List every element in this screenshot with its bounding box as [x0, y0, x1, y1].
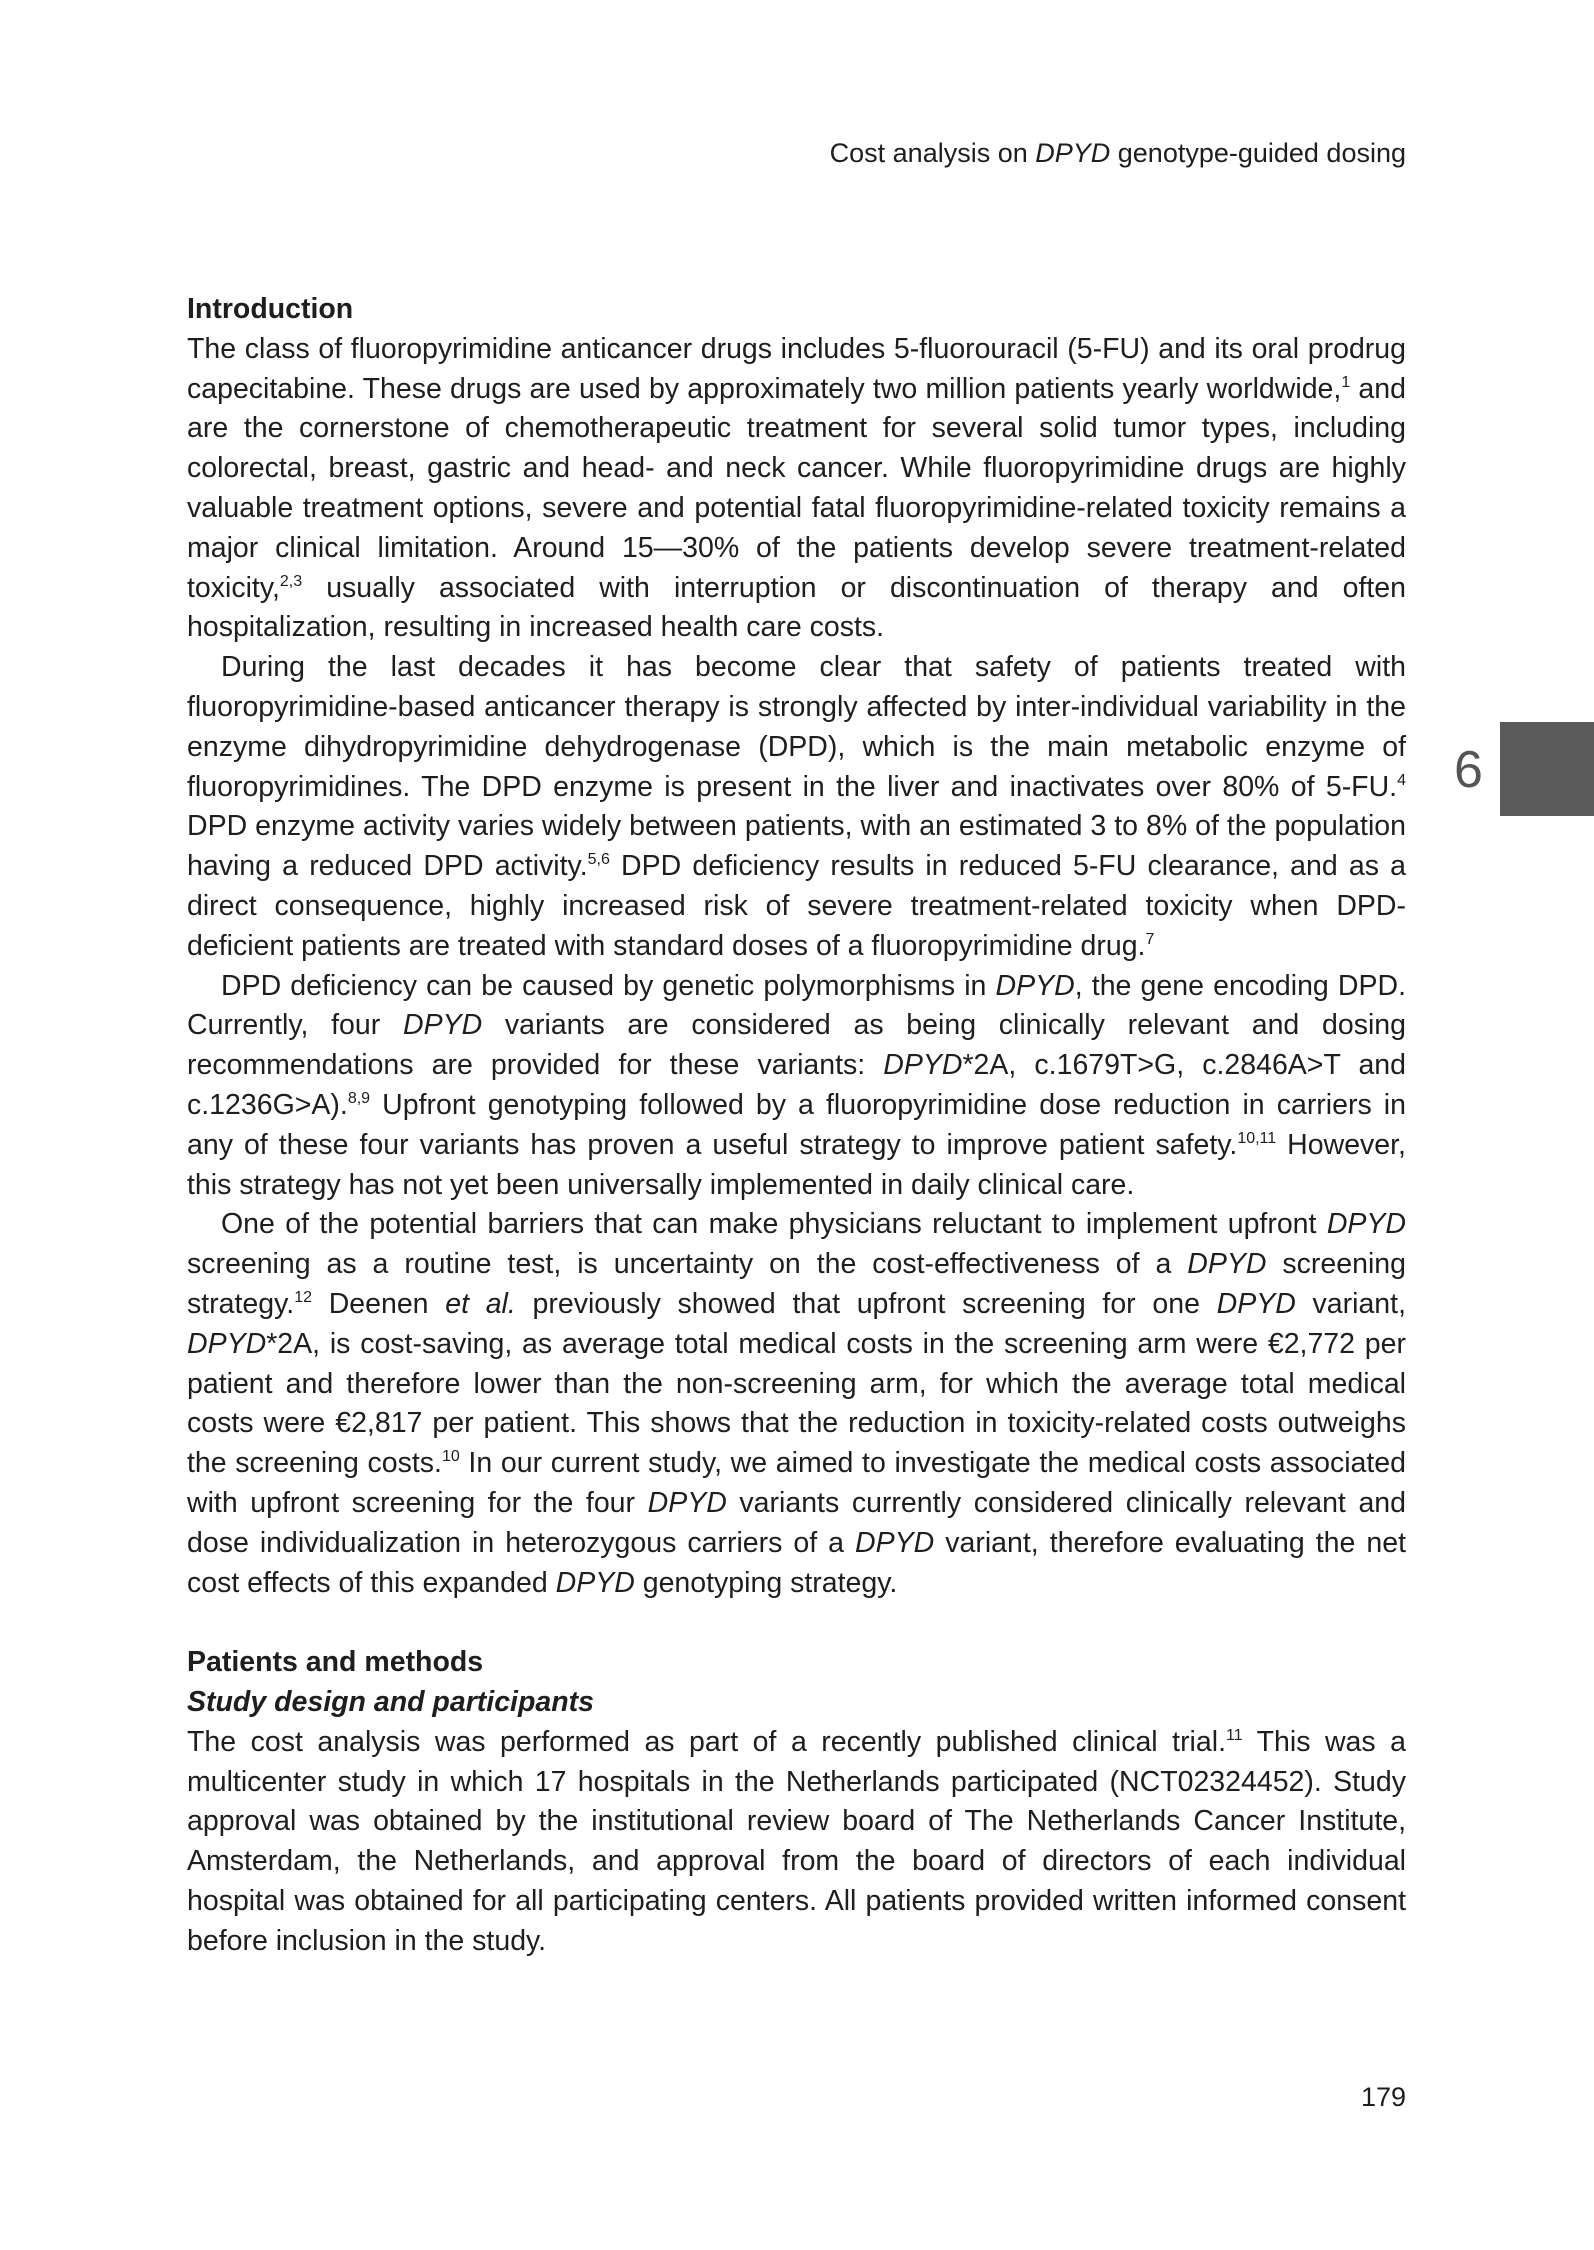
page-number: 179 — [1360, 2082, 1406, 2112]
gene-name: DPYD — [402, 1009, 483, 1042]
gene-name: DPYD — [1187, 1248, 1267, 1281]
chapter-tab-marker — [1500, 722, 1594, 816]
gene-name: DPYD — [855, 1526, 935, 1559]
gene-name: DPYD — [995, 969, 1075, 1002]
methods-paragraph-1: The cost analysis was performed as part of a recently published clinical trial.$^{11}$ This was a multicenter study in which 17 hospitals in the Netherlands participated (NCT02324452). Study approval was obtained by the institutional review board of The Netherlands Cancer Institute, Amsterdam, the Netherlands, and approval from the board of directors of each individual hospital was obtained for all participating centers. All patients provided written informed consent before inclusion in the study. — [187, 1725, 1406, 1957]
intro-paragraph-4: One of the potential barriers that can make physicians reluctant to implement upfront DPYD screening as a routine test, is uncertainty on the cost-effectiveness of a DPYD screening strategy.$^{12}$ Deenen et al. previously showed that upfront screening for one DPYD variant, DPYD*2A, is cost-saving, as average total medical costs in the screening arm were €2,772 per patient and therefore lower than the non-screening arm, for which the average total medical costs were €2,817 per patient. This shows that the reduction in toxicity-related costs outweighs the screening costs.$^{10}$ In our current study, we aimed to investigate the medical costs associated with upfront screening for the four DPYD variants currently considered clinically relevant and dose individualization in heterozygous carriers of a DPYD variant, therefore evaluating the net cost effects of this expanded DPYD genotyping strategy. — [187, 1208, 1407, 1599]
citation: 4 — [1397, 771, 1406, 789]
running-header-suffix: genotype-guided dosing — [1110, 138, 1406, 168]
running-header-gene: DPYD — [1035, 138, 1111, 168]
citation: 8,9 — [347, 1089, 371, 1107]
gene-name: DPYD — [883, 1049, 963, 1082]
citation: 1 — [1341, 373, 1351, 391]
methods-heading: Patients and methods — [187, 1646, 484, 1679]
running-header-prefix: Cost analysis on — [829, 138, 1036, 168]
citation: 2,3 — [279, 572, 303, 590]
et-al: et al. — [445, 1287, 516, 1320]
intro-paragraph-1: The class of fluoropyrimidine anticancer drugs includes 5-fluorouracil (5-FU) and its oral prodrug capecitabine. These drugs are used by approximately two million patients yearly worldwide,$^1$ and are the cornerstone of chemotherapeutic treatment for several solid tumor types, including colorectal, breast, gastric and head- and neck cancer. While fluoropyrimidine drugs are highly valuable treatment options, severe and potential fatal fluoropyrimidine-related toxicity remains a major clinical limitation. Around 15—30% of the patients develop severe treatment-related toxicity,$^{2,3}$ usually associated with interruption or discontinuation of therapy and often hospitalization, resulting in increased health care costs. — [187, 332, 1406, 644]
citation: 10 — [441, 1448, 460, 1466]
page-content — [187, 290, 1406, 1962]
citation: 7 — [1145, 930, 1155, 948]
citation: 12 — [294, 1288, 312, 1306]
gene-name: DPYD — [1216, 1287, 1296, 1320]
citation: 10,11 — [1237, 1129, 1277, 1147]
chapter-number: 6 — [1454, 741, 1483, 799]
gene-name: DPYD — [1326, 1208, 1406, 1241]
citation: 5,6 — [587, 851, 610, 869]
intro-paragraph-2: During the last decades it has become clear that safety of patients treated with fluoropyrimidine-based anticancer therapy is strongly affected by inter-individual variability in the enzyme dihydropyrimidine dehydrogenase (DPD), which is the main metabolic enzyme of fluoropyrimidines. The DPD enzyme is present in the liver and inactivates over 80% of 5-FU.$^4$ DPD enzyme activity varies widely between patients, with an estimated 3 to 8% of the population having a reduced DPD activity.$^{5,6}$ DPD deficiency results in reduced 5-FU clearance, and as a direct consequence, highly increased risk of severe treatment-related toxicity when DPD-deficient patients are treated with standard doses of a fluoropyrimidine drug.$^7$ — [187, 651, 1407, 962]
section-gap — [187, 1603, 1406, 1643]
gene-name: DPYD — [187, 1327, 267, 1360]
intro-paragraph-3: DPD deficiency can be caused by genetic polymorphisms in DPYD, the gene encoding DPD. Currently, four DPYD variants are considered as being clinically relevant and dosing recommendations are provided for these variants: DPYD*2A, c.1679T>G, c.2846A>T and c.1236G>A).$^{8,9}$ Upfront genotyping followed by a fluoropyrimidine dose reduction in carriers in any of these four variants has proven a useful strategy to improve patient safety.$^{10,11}$ However, this strategy has not yet been universally implemented in daily clinical care. — [187, 969, 1407, 1201]
citation: 11 — [1226, 1726, 1243, 1744]
gene-name: DPYD — [555, 1566, 635, 1599]
methods-subheading: Study design and participants — [187, 1686, 594, 1719]
gene-name: DPYD — [647, 1486, 727, 1519]
running-header — [830, 138, 1406, 169]
introduction-heading: Introduction — [187, 293, 354, 325]
